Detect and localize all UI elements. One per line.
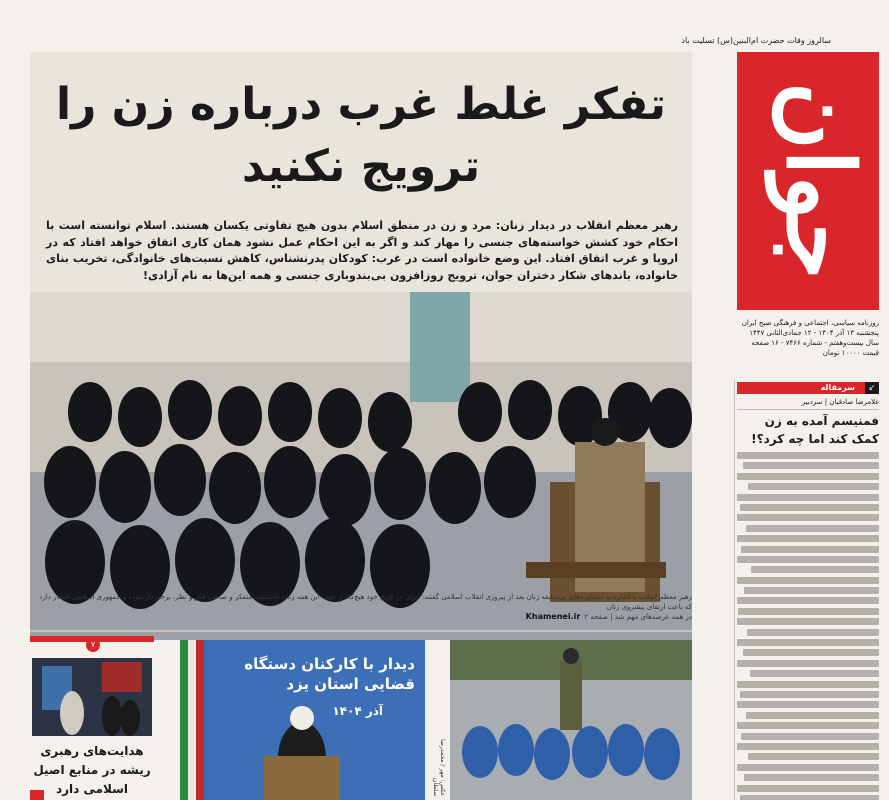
paper-info-line: روزنامه سیاسی، اجتماعی و فرهنگی صبح ایران [741, 319, 879, 327]
photo-credit: عکس: مهر / محمدرضا سلطان [432, 738, 446, 796]
paper-info [735, 318, 879, 358]
section-tag: سرمقاله [820, 383, 855, 392]
source-link[interactable]: Khamenei.ir [525, 612, 581, 621]
brief-photo-illustration [32, 658, 152, 736]
brief-photo[interactable] [32, 658, 152, 736]
top-line: سالروز وفات حضرت ام‌البنین(س) تسلیت باد [681, 36, 831, 45]
column-headline[interactable]: فمنیسم آمده به زن کمک کند اما چه کرد؟! [751, 414, 879, 446]
section-tag-bar [737, 382, 879, 394]
brief-page-number: ۷ [86, 638, 100, 652]
lead-headline-line1: تفکر غلط غرب درباره زن را [55, 79, 667, 130]
lead-caption-continued: در همه عرصه‌های مهم شد | صفحه ۲ [584, 613, 692, 621]
lead-headline[interactable] [30, 74, 692, 198]
arrow-icon: ↙ [865, 382, 879, 394]
paper-info-line: قیمت ۱۰۰۰۰ تومان [822, 349, 879, 357]
arrest-photo-illustration [450, 640, 692, 800]
lead-caption [30, 592, 692, 622]
lead-caption-row [30, 612, 692, 622]
column-body-text [737, 452, 879, 800]
lead-caption-text: رهبر معظم انقلاب با اشاره به دستاوردهای بی‌سابقه زنان بعد از پیروزی انقلاب اسلامی گفتند: ایران در تاریخ خود هیچ‌گاه از حیث این همه زنان دانشمند، متفکر و صاحب فکر و نظر، برخوردار نبوده و جمهوری اسلامی افتخار دارد که باعث ارتقای پیشروی زنان [39, 593, 692, 611]
lead-headline-line2: ترویج نکنید [241, 141, 481, 192]
arrest-photo[interactable] [450, 640, 692, 800]
brief-footer-mark [30, 790, 44, 800]
paper-info-line: پنجشنبه ۱۳ آذر ۱۴۰۴ - ۱۲ جمادی‌الثانی ۱۴۴۷ [749, 329, 879, 337]
masthead-logo: جوان [766, 82, 874, 280]
brief-headline[interactable]: هدایت‌های رهبری ریشه در منابع اصیل اسلامی دارد [33, 744, 151, 796]
section-rule [30, 630, 692, 632]
brief-story [30, 636, 154, 800]
judiciary-date: آذر ۱۴۰۴ [332, 704, 383, 718]
judiciary-photo[interactable] [180, 640, 425, 800]
byline: غلامرضا صادقیان | سردبیر [737, 398, 879, 410]
column-divider [734, 380, 735, 800]
lead-story [30, 52, 692, 612]
judiciary-banner: دیدار با کارکنان دستگاه قضایی استان یزد [244, 655, 415, 693]
masthead [737, 52, 879, 310]
paper-info-line: سال بیست‌وهفتم - شماره ۷۴۶۶ - ۱۶ صفحه [751, 339, 879, 347]
lead-photo[interactable] [30, 292, 692, 640]
lead-photo-illustration [30, 292, 692, 640]
lead-kicker: رهبر معظم انقلاب در دیدار زنان: مرد و زن در منطق اسلام بدون هیچ تفاوتی یکسان هستند. اسلام توانسته است با احکام خود کشش خواسته‌های جنسی را مهار کند و اگر به این احکام عمل نشود همان کاری اتفاق خواهد افتاد که در اروپا و غرب اتفاق افتاد. این وضع خانواده است در غرب: کودکان پدرنشناس، کاهش نسبت‌های خانوادگی، تخریب بنای خانواده، باندهای شکار دختران جوان، ترویج روزافزون بی‌بندوباری جنسی و همه این‌ها به نام آزادی! [46, 219, 678, 282]
